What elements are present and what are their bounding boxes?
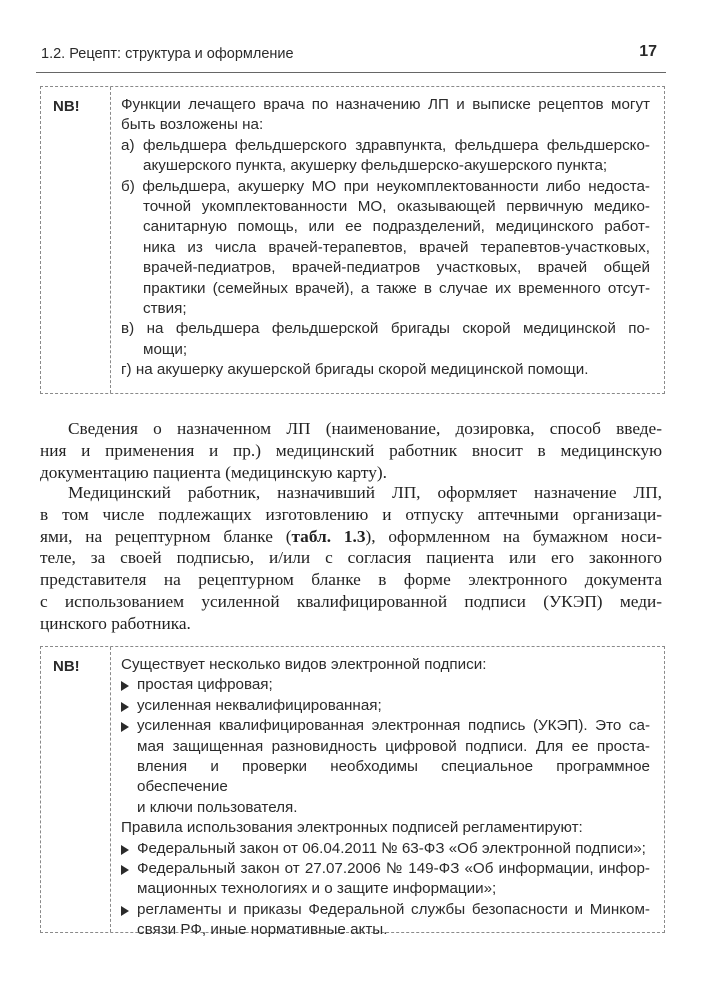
nb-label: NB! xyxy=(53,98,80,115)
nb1-line: врачей-педиатров, врачей-педиатров участковых, врачей общей xyxy=(143,259,650,277)
triangle-bullet-icon xyxy=(121,906,129,916)
list-item xyxy=(121,675,650,695)
para2-line xyxy=(40,526,662,548)
list-item xyxy=(121,859,650,900)
nb2-rules-intro: Правила использования электронных подписей регламентируют: xyxy=(121,819,583,837)
nb-body xyxy=(121,95,650,381)
list-item-text: вления и проверки необходимы специальное программное обеспечение xyxy=(137,758,650,796)
triangle-bullet-icon xyxy=(121,702,129,712)
nb1-line: санитарную помощь, или ее подразделений, медицинского работ- xyxy=(143,218,650,236)
para2-line: Медицинский работник, назначивший ЛП, оформляет назначение ЛП, xyxy=(68,483,662,502)
list-item xyxy=(121,696,650,716)
triangle-bullet-icon xyxy=(121,681,129,691)
paragraph-prescription-info xyxy=(40,418,662,483)
list-item-text: мая защищенная разновидность цифровой подписи. Для ее проста- xyxy=(137,737,650,755)
para2-line: теле, за своей подписью, и/или с согласия пациента или его законного xyxy=(40,548,662,568)
header-rule xyxy=(36,72,666,73)
section-title: 1.2. Рецепт: структура и оформление xyxy=(41,46,294,62)
nb-body xyxy=(121,655,650,941)
list-item xyxy=(121,716,650,818)
nb-box-functions xyxy=(40,86,665,394)
nb1-item-b: б) фельдшера, акушерку МО при неукомплектованности либо недоста- xyxy=(121,177,650,195)
list-item-text: Федеральный закон от 27.07.2006 № 149-ФЗ «Об информации, инфор- xyxy=(137,860,650,878)
triangle-bullet-icon xyxy=(121,722,129,732)
triangle-bullet-icon xyxy=(121,865,129,875)
triangle-bullet-icon xyxy=(121,845,129,855)
list-item-text: связи РФ, иные нормативные акты. xyxy=(137,921,388,939)
nb1-item-a: а) фельдшера фельдшерского здравпункта, фельдшера фельдшерско- xyxy=(121,136,650,154)
para2-line: с использованием усиленной квалифицированной подписи (УКЭП) меди- xyxy=(40,591,662,611)
nb1-line: практики (семейных врачей), а также в случае их временного отсут- xyxy=(143,279,650,297)
nb-label: NB! xyxy=(53,658,80,675)
page-number: 17 xyxy=(639,43,657,60)
para2-line: в том числе подлежащих изготовлению и отпуску аптечными организаци- xyxy=(40,504,662,524)
para1-line: документацию пациента (медицинскую карту). xyxy=(40,462,387,482)
list-item-text: простая цифровая; xyxy=(137,676,273,694)
para1-line: Сведения о назначенном ЛП (наименование, дозировка, способ введе- xyxy=(68,419,662,438)
nb-divider xyxy=(110,87,111,393)
nb2-intro: Существует несколько видов электронной подписи: xyxy=(121,656,487,673)
list-item-text: мационных технологиях и о защите информации»; xyxy=(137,880,497,898)
list-item-text: усиленная неквалифицированная; xyxy=(137,696,382,714)
nb1-line: быть возложены на: xyxy=(121,116,264,134)
nb1-line: мощи; xyxy=(143,340,188,358)
nb-box-signatures xyxy=(40,646,665,939)
nb1-line: ника из числа врачей-терапевтов, врачей терапевтов-участковых, xyxy=(143,238,650,256)
nb1-line: точной укомплектованности МО, оказывающей первичную медико- xyxy=(143,198,650,216)
nb1-line: Функции лечащего врача по назначению ЛП и выписке рецептов могут xyxy=(121,96,650,113)
nb1-line: ствия; xyxy=(143,300,187,318)
table-reference: табл. 1.3 xyxy=(291,526,366,546)
nb1-item-d: г) на акушерку акушерской бригады скорой медицинской помощи. xyxy=(121,361,589,379)
running-header xyxy=(41,40,661,68)
nb1-item-c: в) на фельдшера фельдшерской бригады скорой медицинской по- xyxy=(121,320,650,338)
list-item xyxy=(121,839,650,859)
paragraph-prescription-form xyxy=(40,482,662,635)
nb-divider xyxy=(110,647,111,932)
list-item xyxy=(121,900,650,941)
para2-line: цинского работника. xyxy=(40,613,191,633)
para2-line: представителя на рецептурном бланке в форме электронного документа xyxy=(40,570,662,590)
para2-text: ), оформленном на бумажном носи- xyxy=(365,526,662,546)
list-item-text: Федеральный закон от 06.04.2011 № 63-ФЗ «Об электронной подписи»; xyxy=(137,839,646,857)
list-item-text: и ключи пользователя. xyxy=(137,798,298,816)
para2-text: ями, на рецептурном бланке ( xyxy=(40,526,292,546)
para1-line: ния и применения и пр.) медицинский работник вносит в медицинскую xyxy=(40,440,662,460)
nb1-line: акушерского пункта, акушерку фельдшерско-акушерского пункта; xyxy=(143,157,608,175)
list-item-text: регламенты и приказы Федеральной службы безопасности и Минком- xyxy=(137,900,650,918)
list-item-text: усиленная квалифицированная электронная подпись (УКЭП). Это са- xyxy=(137,717,650,735)
